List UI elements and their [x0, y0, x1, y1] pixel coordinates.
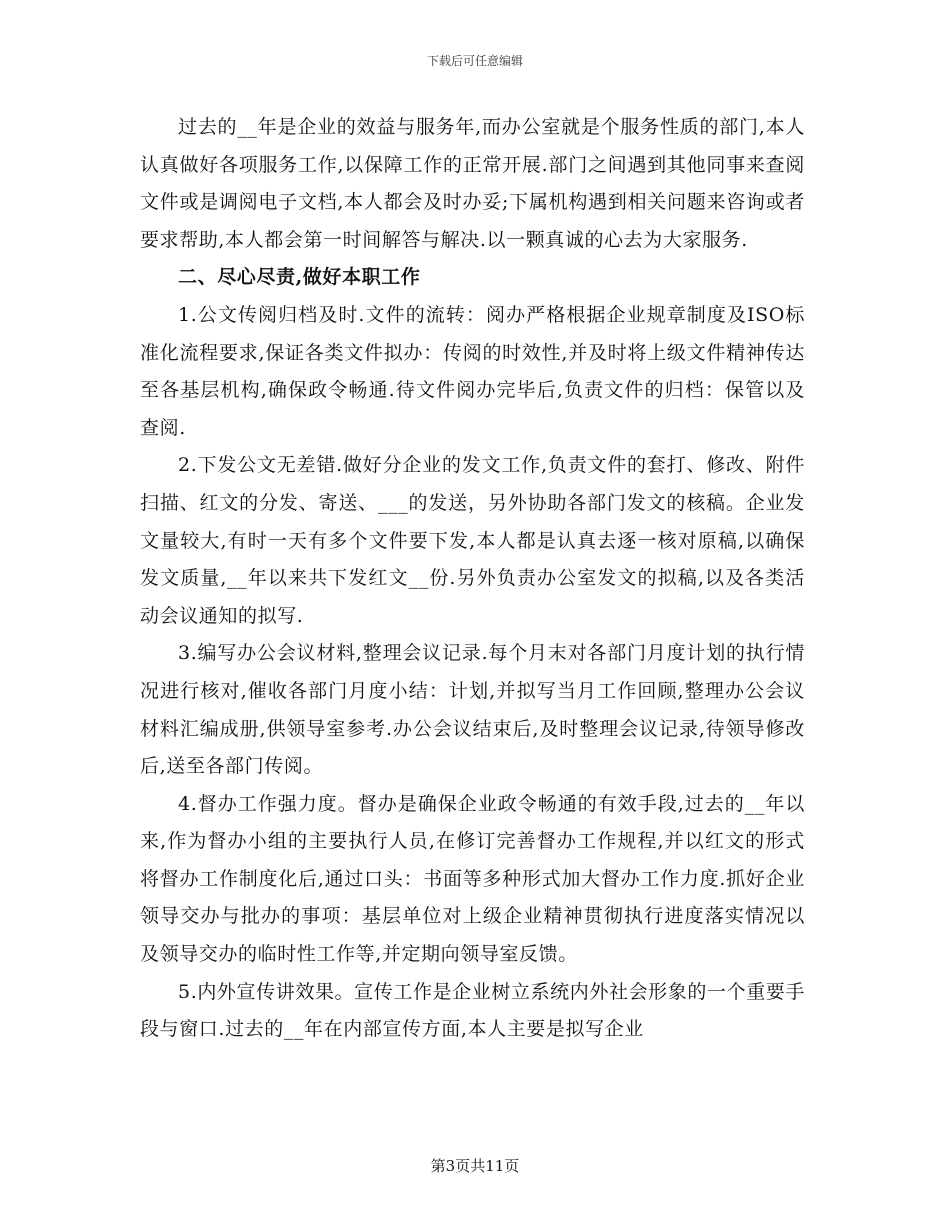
document-body	[140, 109, 805, 1049]
paragraph-service: 过去的__年是企业的效益与服务年,而办公室就是个服务性质的部门,本人认真做好各项服务工作,以保障工作的正常开展.部门之间遇到其他同事来查阅文件或是调阅电子文档,本人都会及时办妥;下属机构遇到相关问题来咨询或者要求帮助,本人都会第一时间解答与解决.以一颗真诚的心去为大家服务.	[140, 116, 805, 251]
page-number: 第3页共11页	[430, 1157, 520, 1175]
page-header: 下载后可任意编辑	[426, 54, 523, 68]
paragraph-item-5: 5.内外宣传讲效果。宣传工作是企业树立系统内外社会形象的一个重要手段与窗口.过去的__年在内部宣传方面,本人主要是拟写企业	[140, 980, 805, 1041]
paragraph-item-3: 3.编写办公会议材料,整理会议记录.每个月末对各部门月度计划的执行情况进行核对,催收各部门月度小结：计划,并拟写当月工作回顾,整理办公会议材料汇编成册,供领导室参考.办公会议结束后,及时整理会议记录,待领导修改后,送至各部门传阅。	[140, 642, 805, 778]
paragraph-item-2: 2.下发公文无差错.做好分企业的发文工作,负责文件的套打、修改、附件扫描、红文的分发、寄送、___的发送，另外协助各部门发文的核稿。企业发文量较大,有时一天有多个文件要下发,本人都是认真去逐一核对原稿,以确保发文质量,__年以来共下发红文__份.另外负责办公室发文的拟稿,以及各类活动会议通知的拟写.	[140, 454, 805, 627]
paragraph-item-4: 4.督办工作强力度。督办是确保企业政令畅通的有效手段,过去的__年以来,作为督办小组的主要执行人员,在修订完善督办工作规程,并以红文的形式将督办工作制度化后,通过口头：书面等多种形式加大督办工作力度.抓好企业领导交办与批办的事项：基层单位对上级企业精神贯彻执行进度落实情况以及领导交办的临时性工作等,并定期向领导室反馈。	[140, 792, 805, 966]
paragraph-item-1: 1.公文传阅归档及时.文件的流转：阅办严格根据企业规章制度及ISO标准化流程要求,保证各类文件拟办：传阅的时效性,并及时将上级文件精神传达至各基层机构,确保政令畅通.待文件阅办完毕后,负责文件的归档：保管以及查阅.	[140, 303, 805, 439]
section-heading: 二、尽心尽责,做好本职工作	[178, 266, 421, 289]
